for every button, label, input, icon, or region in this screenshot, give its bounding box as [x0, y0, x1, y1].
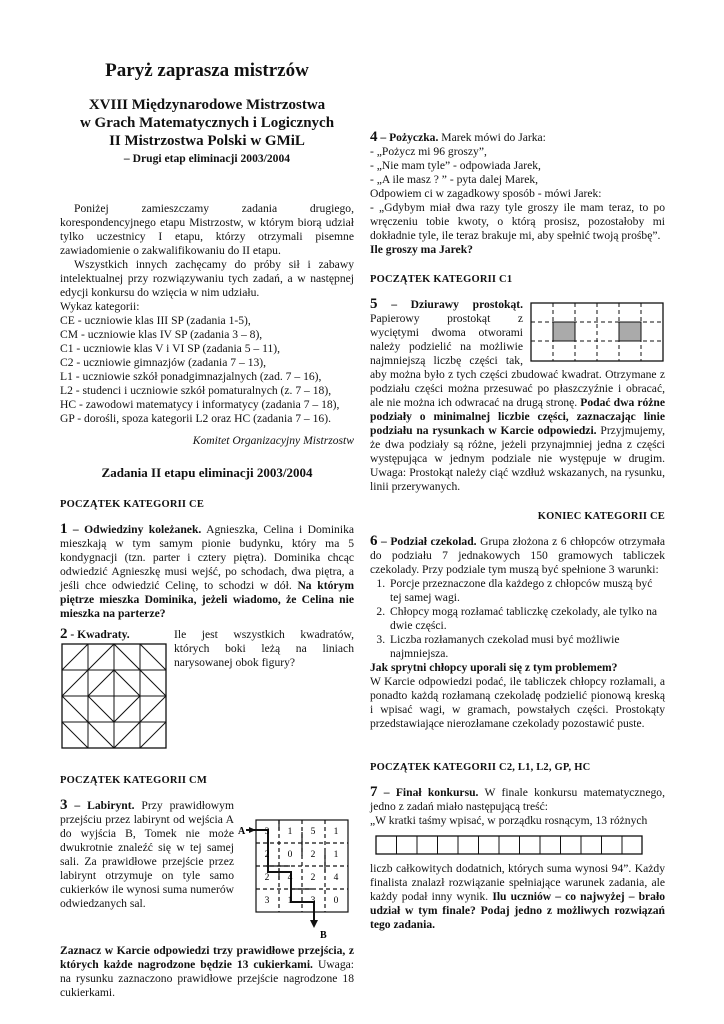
task-text: Agnieszka, Celina i Dominika mieszkają w tym samym pionie budynku, który ma 5 kondygnacji (tzn. parter i cztery piętra). Dominika chcąc odwiedzić Agnieszkę musi wejść, po schodach, dwa piętra, a jeśli chce odwiedzić Celinę, to schodzi w dół. [60, 523, 355, 592]
task-line: Odpowiem ci w zagadkowy sposób - mówi Jarek: [370, 187, 602, 200]
task-name: – Dziurawy prostokąt. [391, 298, 523, 311]
subtitle-2: w Grach Matematycznych i Logicznych [79, 115, 335, 131]
subtitle-4: – Drugi etap eliminacji 2003/2004 [123, 152, 291, 165]
room-number: 2 [264, 850, 270, 860]
subtitle-3: II Mistrzostwa Polski w GMiL [109, 133, 305, 149]
task-number: 1 [60, 521, 68, 537]
task-question: Na którym piętrze mieszka Dominika, jeżeli wiadomo, że Celina nie mieszka na parterze? [60, 579, 355, 620]
room-number: 1 [287, 896, 293, 906]
category-list-title: Wykaz kategorii: [60, 300, 140, 313]
task-line: - „Nie mam tyle” - odpowiada Jarek, [370, 159, 541, 172]
room-number: 3 [264, 827, 270, 837]
room-number: 1 [333, 827, 339, 837]
task-question: Jak sprytni chłopcy uporali się z tym problemem? [370, 661, 618, 674]
task-question: Ile groszy ma Jarek? [370, 243, 473, 256]
task-number: 3 [60, 797, 68, 813]
room-number: 0 [287, 850, 293, 860]
room-number: 0 [333, 896, 339, 906]
room-number: 4 [287, 873, 293, 883]
labyrinth-figure [236, 812, 354, 940]
room-number: 3 [310, 896, 316, 906]
category-item: C1 - uczniowie klas V i VI SP (zadania 5 – 11), [60, 342, 281, 355]
task-2 [60, 627, 354, 752]
task-name: – Finał konkursu. [383, 786, 479, 799]
task-text: Ile jest wszystkich kwadratów, których boki leżą na liniach narysowanej obok figury? [174, 628, 354, 669]
subtitle-1: XVIII Międzynarodowe Mistrzostwa [88, 97, 326, 113]
task-text: W finale konkursu matematycznego, jedno z zadań miało następującą treść: [370, 786, 665, 813]
condition-item: 1. Porcje przeznaczone dla każdego z chłopców muszą być tej samej wagi. [388, 577, 665, 605]
task-text: Papierowy prostokąt z wyciętymi dwoma otworami należy podzielić na możliwie najmniejszą liczbę części tak, aby można było z tych części zbudować kwadrat. Otrzymane z podziału części można przesuwać po płaszczyźnie i obracać, ale nie można ich odwracać na drugą stronę. [370, 312, 665, 409]
task-4 [370, 130, 665, 257]
label-b: B [320, 930, 327, 940]
task-quote: „W kratki taśmy wpisać, w porządku rosnącym, 13 różnych [370, 814, 648, 827]
task-text: liczb całkowitych dodatnich, których suma wynosi 94”. Każdy finalista znalazł rozwiązanie spełniające warunek zadania, ale każdy podał inny wynik. [370, 862, 665, 903]
room-number: 3 [264, 896, 270, 906]
conditions-list [370, 577, 665, 661]
task-text: Przy prawidłowym przejściu przez labirynt od wejścia A do wyjścia B, Tomek nie może dwukrotnie znaleźć się w tej samej sali. Za prawidłowe przejście przez labirynt otrzymuje on tyle samo cukierków ile wynosi suma numerów odwiedzanych sal. [60, 799, 234, 910]
task-1 [60, 522, 354, 621]
task-line: - „Pożycz mi 96 groszy”, [370, 145, 487, 158]
category-item: HC - zawodowi matematycy i informatycy (zadania 7 – 18), [60, 398, 340, 411]
task-7 [370, 785, 665, 932]
task-number: 7 [370, 784, 378, 800]
category-list [60, 314, 354, 426]
task-note: W Karcie odpowiedzi podać, ile tabliczek chłopcy rozłamali, a ponadto każdą rozłamaną czekoladę podzielić pionową kreską i wpisać wagi, w gramach, powstałych części. Prostokąty przedstawiające nierozłamane czekolady pozostawić puste. [370, 675, 665, 730]
task-name: – Pożyczka. [380, 131, 439, 144]
signature: Komitet Organizacyjny Mistrzostw [192, 434, 354, 447]
intro-paragraph-2: Wszystkich innych zachęcamy do próby sił i zabawy intelektualnej przy rozwiązywaniu tych zadań, a w następnej edycji konkursu do wzięcia w nim udziału. [60, 258, 354, 299]
category-item: CM - uczniowie klas IV SP (zadania 3 – 8), [60, 328, 263, 341]
intro-paragraph-1: Poniżej zamieszczamy zadania drugiego, korespondencyjnego etapu Mistrzostw, w którym biorą udział tylko uczestnicy I etapu, którzy otrzymali pisemne zawiadomienie o zakwalifikowaniu do II etapu. [60, 202, 354, 257]
tape-figure [374, 834, 646, 856]
left-column [60, 60, 354, 1000]
category-item: C2 - uczniowie gimnazjów (zadania 7 – 13), [60, 356, 267, 369]
task-text: Grupa złożona z 6 chłopców otrzymała do podziału 7 jednakowych 150 gramowych tabliczek czekolady. Przy podziale tym muszą być spełnione 3 warunki: [370, 535, 665, 576]
task-question: Podać dwa różne podziały o minimalnej liczbie części, zaznaczając linie podziału na rysunkach w Karcie odpowiedzi. [370, 396, 666, 437]
room-number: 1 [333, 850, 339, 860]
task-number: 6 [370, 533, 378, 549]
category-item: GP - dorośli, spoza kategorii L2 oraz HC (zadania 7 – 16). [60, 412, 331, 425]
category-item: L1 - uczniowie szkół ponadgimnazjalnych (zad. 7 – 16), [60, 370, 322, 383]
room-number: 4 [333, 873, 339, 883]
task-name: - Kwadraty. [70, 628, 130, 641]
task-number: 5 [370, 296, 378, 312]
task-5 [370, 297, 665, 494]
task-name: – Odwiedziny koleżanek. [72, 523, 202, 536]
room-number: 5 [310, 827, 316, 837]
category-item: CE - uczniowie klas III SP (zadania 1-5), [60, 314, 251, 327]
condition-item: 3. Liczba rozłamanych czekolad musi być możliwie najmniejsza. [388, 633, 665, 661]
task-name: – Labirynt. [74, 799, 135, 812]
condition-item: 2. Chłopcy mogą rozłamać tabliczkę czekolady, ale tylko na dwie części. [388, 605, 665, 633]
task-number: 4 [370, 129, 378, 145]
category-start-c1: POCZĄTEK KATEGORII C1 [370, 274, 513, 285]
category-start-c2: POCZĄTEK KATEGORII C2, L1, L2, GP, HC [370, 762, 591, 773]
task-line: Marek mówi do Jarka: [441, 131, 546, 144]
page-title: Paryż zaprasza mistrzów [105, 60, 309, 81]
task-question: Ilu uczniów – co najwyżej – brało udział w tym finale? Podaj jedno z możliwych rozwiązań tego zadania. [370, 890, 665, 931]
holed-rectangle-figure [529, 301, 665, 363]
room-number: 1 [287, 827, 293, 837]
squares-figure [60, 642, 170, 752]
room-number: 2 [310, 850, 316, 860]
task-3 [60, 798, 354, 1000]
category-item: L2 - studenci i uczniowie szkół pomaturalnych (z. 7 – 18), [60, 384, 332, 397]
section-title: Zadania II etapu eliminacji 2003/2004 [101, 465, 313, 480]
room-number: 2 [310, 873, 316, 883]
category-start-ce: POCZĄTEK KATEGORII CE [60, 499, 205, 510]
task-6 [370, 534, 665, 731]
task-line: - „Gdybym miał dwa razy tyle groszy ile mam teraz, to po wręczeniu tobie kwoty, o którą prosisz, pozostałoby mi dokładnie tyle, ile teraz brakuje mi, aby spełnić twoją prośbę”. [370, 201, 665, 242]
task-question: Zaznacz w Karcie odpowiedzi trzy prawidłowe przejścia, z których każde nagrodzone będzie 13 cukierkami. [60, 944, 354, 971]
task-line: - „A ile masz ? ” - pyta dalej Marek, [370, 173, 539, 186]
task-number: 2 [60, 626, 68, 642]
task-note: Uwaga: na rysunku zaznaczono prawidłowe przejście nagrodzone 18 cukierkami. [60, 958, 354, 999]
task-note: Przyjmujemy, że dwa podziały są różne, jeżeli przynajmniej jedna z części występująca w jednym podziale nie występuje w drugim. Uwaga: Prostokąt należy ciąć wzdłuż wskazanych, na rysunku, linii przerywanych. [370, 424, 665, 493]
right-column [370, 130, 665, 932]
category-end-ce: KONIEC KATEGORII CE [537, 511, 665, 522]
room-number: 2 [264, 873, 270, 883]
label-a: A [238, 826, 246, 837]
category-start-cm: POCZĄTEK KATEGORII CM [60, 775, 207, 786]
task-name: – Podział czekolad. [381, 535, 477, 548]
